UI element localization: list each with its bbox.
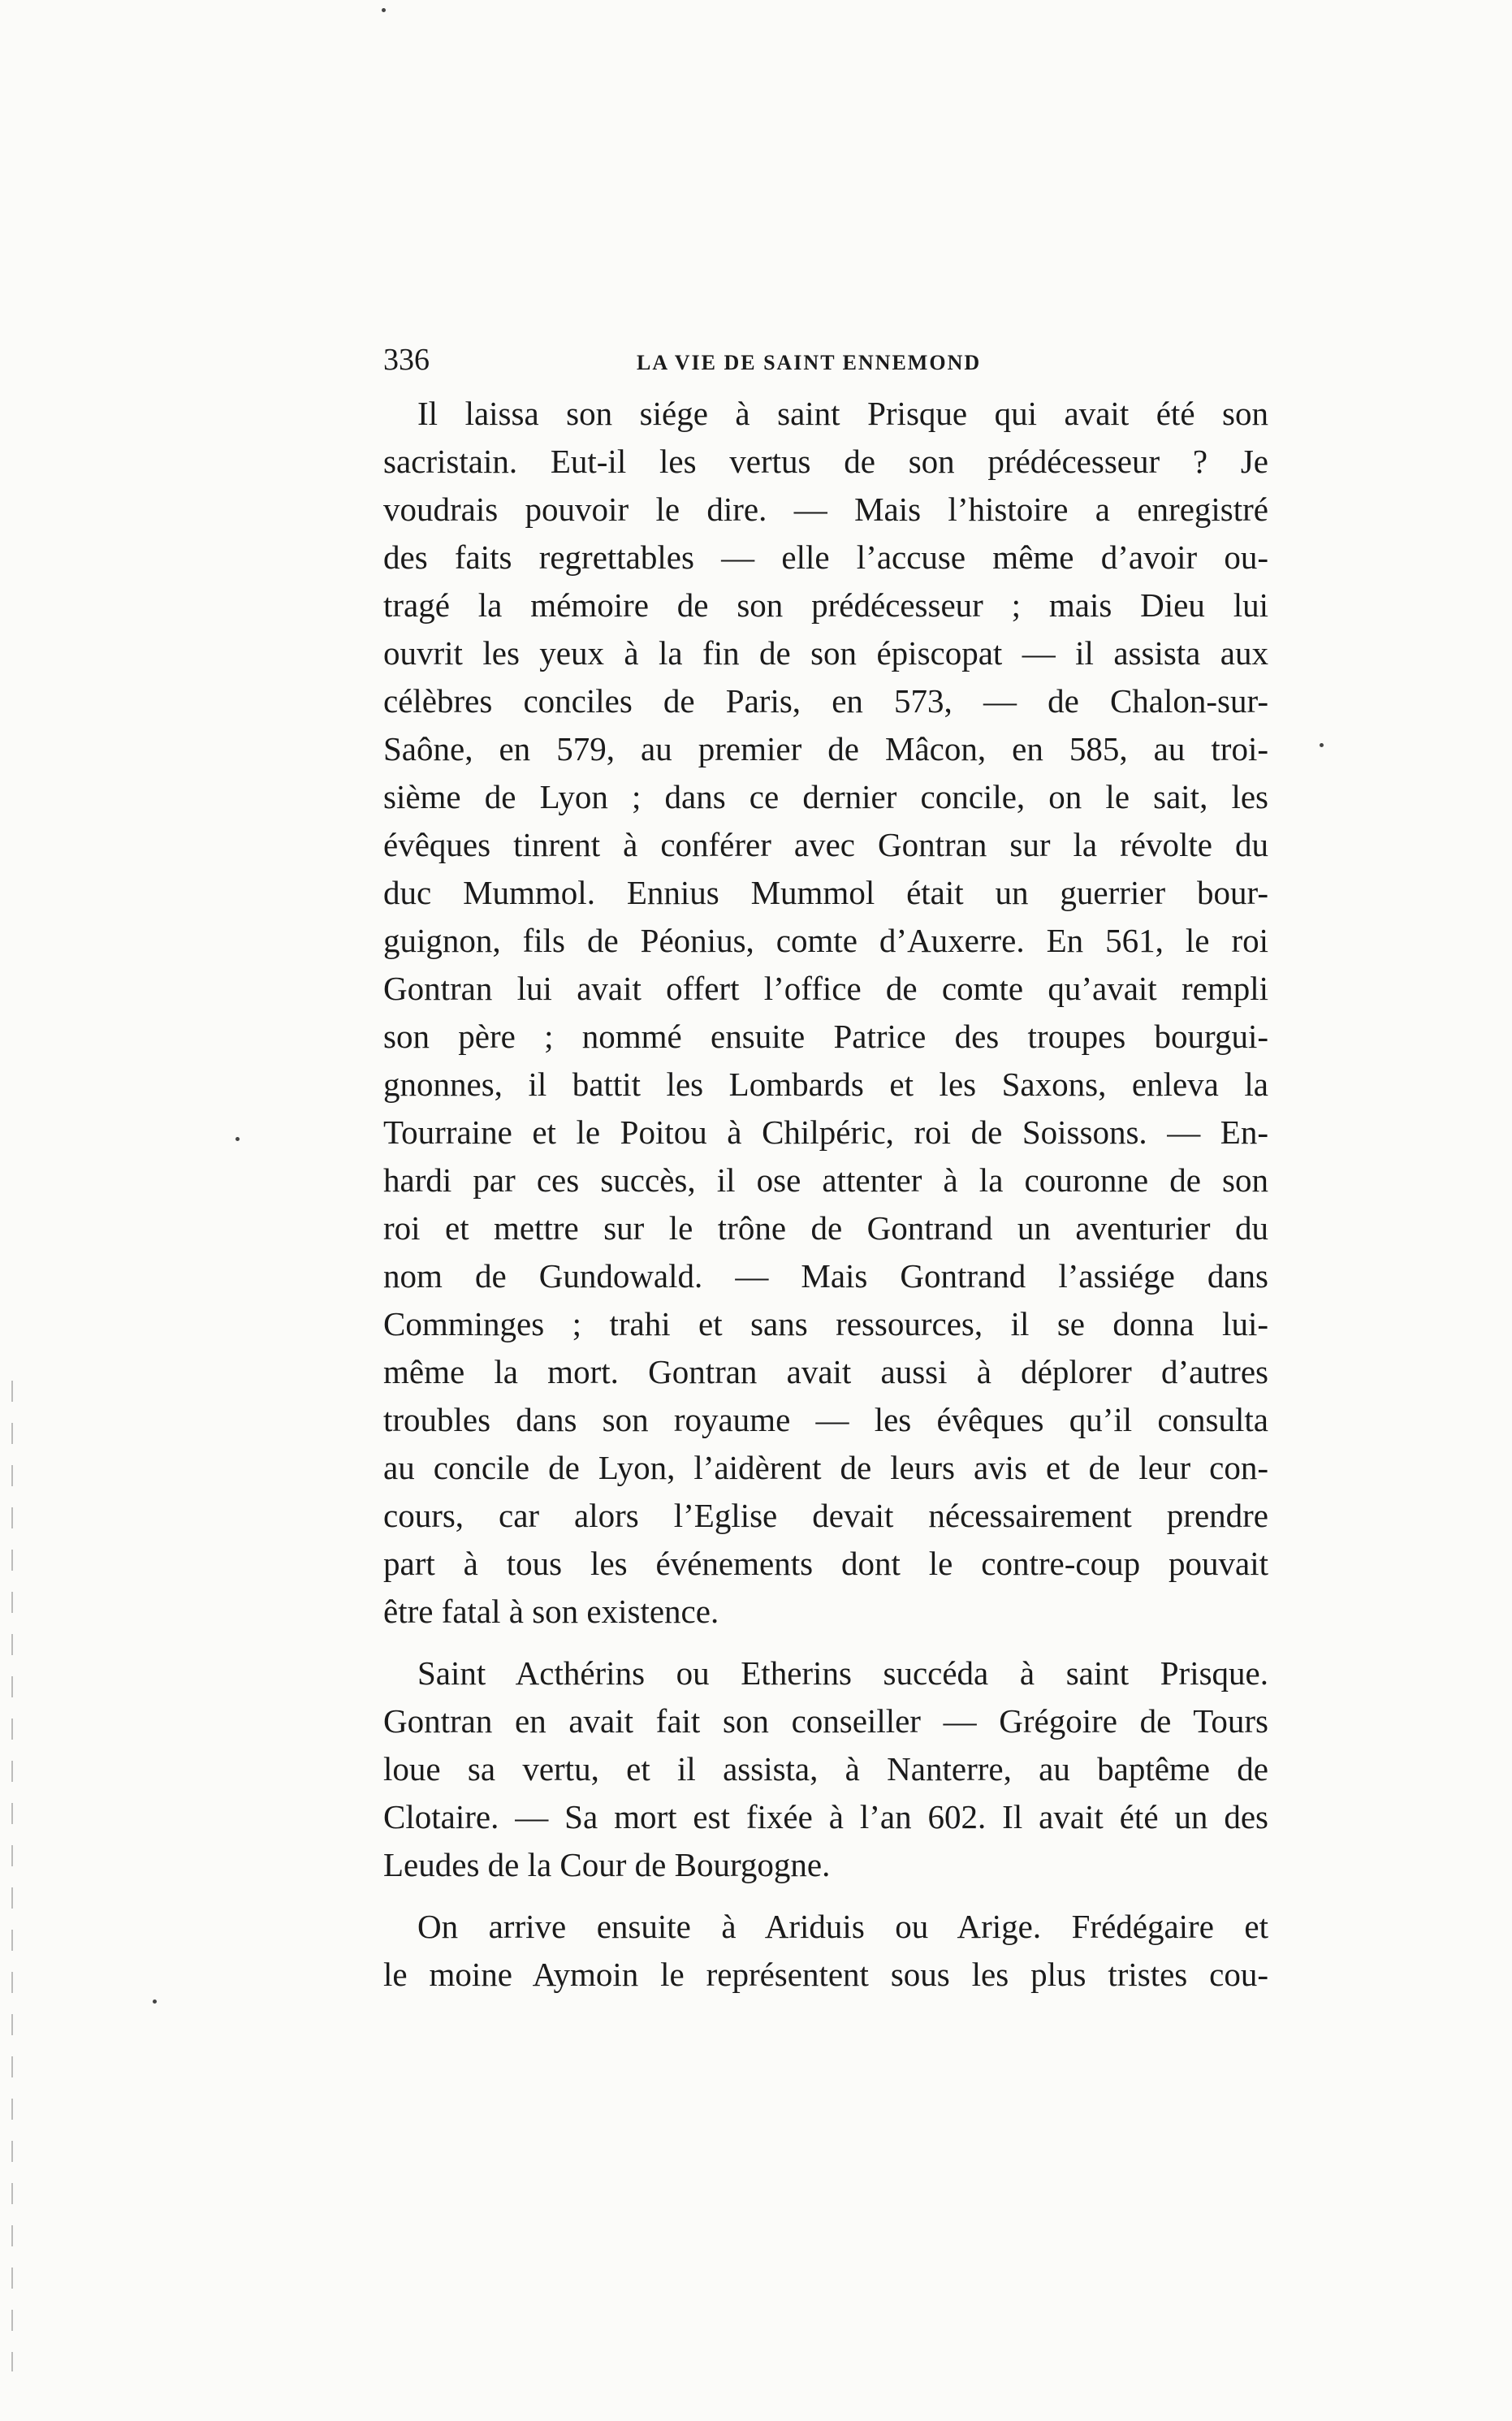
- text-line: Tourraine et le Poitou à Chilpéric, roi de Soissons. — En-: [383, 1113, 1268, 1151]
- scan-speck: [1320, 743, 1324, 747]
- text-line: ouvrit les yeux à la fin de son épiscopat — il assista aux: [383, 634, 1268, 672]
- scan-margin-artifact: [11, 1381, 13, 2371]
- text-line: voudrais pouvoir le dire. — Mais l’histoire a enregistré: [383, 491, 1268, 528]
- text-line: Saint Acthérins ou Etherins succéda à saint Prisque.: [417, 1654, 1268, 1692]
- text-line: sième de Lyon ; dans ce dernier concile, on le sait, les: [383, 778, 1268, 815]
- text-line: Gontran en avait fait son conseiller — Grégoire de Tours: [383, 1702, 1268, 1740]
- text-line: des faits regrettables — elle l’accuse même d’avoir ou-: [383, 538, 1268, 576]
- scan-speck: [235, 1137, 240, 1141]
- text-line: Il laissa son siége à saint Prisque qui avait été son: [417, 395, 1268, 432]
- text-line: On arrive ensuite à Ariduis ou Arige. Frédégaire et: [417, 1908, 1268, 1945]
- text-line: son père ; nommé ensuite Patrice des troupes bourgui-: [383, 1018, 1268, 1055]
- running-head: [383, 339, 1268, 380]
- text-line: au concile de Lyon, l’aidèrent de leurs avis et de leur con-: [383, 1449, 1268, 1486]
- body-text: [383, 390, 1268, 1999]
- paragraph: [383, 390, 1268, 1636]
- text-line: célèbres conciles de Paris, en 573, — de Chalon-sur-: [383, 682, 1268, 720]
- paragraph: [383, 1903, 1268, 1999]
- text-line: troubles dans son royaume — les évêques qu’il consulta: [383, 1401, 1268, 1438]
- text-line: Gontran lui avait offert l’office de comte qu’avait rempli: [383, 970, 1268, 1007]
- text-line: nom de Gundowald. — Mais Gontrand l’assiége dans: [383, 1257, 1268, 1295]
- text-line: duc Mummol. Ennius Mummol était un guerrier bour-: [383, 874, 1268, 911]
- page-number: 336: [383, 343, 430, 377]
- text-line: loue sa vertu, et il assista, à Nanterre, au baptême de: [383, 1750, 1268, 1788]
- text-line: guignon, fils de Péonius, comte d’Auxerre. En 561, le roi: [383, 922, 1268, 959]
- text-line: être fatal à son existence.: [383, 1593, 719, 1630]
- text-line: le moine Aymoin le représentent sous les plus tristes cou-: [383, 1956, 1268, 1993]
- text-line: tragé la mémoire de son prédécesseur ; mais Dieu lui: [383, 586, 1268, 624]
- scan-speck: [153, 1999, 157, 2004]
- text-line: évêques tinrent à conférer avec Gontran sur la révolte du: [383, 826, 1268, 863]
- text-line: Saône, en 579, au premier de Mâcon, en 585, au troi-: [383, 730, 1268, 767]
- text-line: roi et mettre sur le trône de Gontrand un aventurier du: [383, 1209, 1268, 1247]
- text-line: hardi par ces succès, il ose attenter à la couronne de son: [383, 1161, 1268, 1199]
- text-line: gnonnes, il battit les Lombards et les Saxons, enleva la: [383, 1066, 1268, 1103]
- running-title: LA VIE DE SAINT ENNEMOND: [637, 351, 982, 374]
- text-line: Clotaire. — Sa mort est fixée à l’an 602. Il avait été un des: [383, 1798, 1268, 1835]
- text-line: même la mort. Gontran avait aussi à déplorer d’autres: [383, 1353, 1268, 1390]
- text-line: cours, car alors l’Eglise devait nécessairement prendre: [383, 1497, 1268, 1534]
- scan-speck: [382, 8, 386, 12]
- paragraph: [383, 1649, 1268, 1889]
- text-line: part à tous les événements dont le contre-coup pouvait: [383, 1545, 1268, 1582]
- text-line: Comminges ; trahi et sans ressources, il se donna lui-: [383, 1305, 1268, 1342]
- text-line: Leudes de la Cour de Bourgogne.: [383, 1846, 831, 1883]
- text-line: sacristain. Eut-il les vertus de son prédécesseur ? Je: [383, 443, 1268, 480]
